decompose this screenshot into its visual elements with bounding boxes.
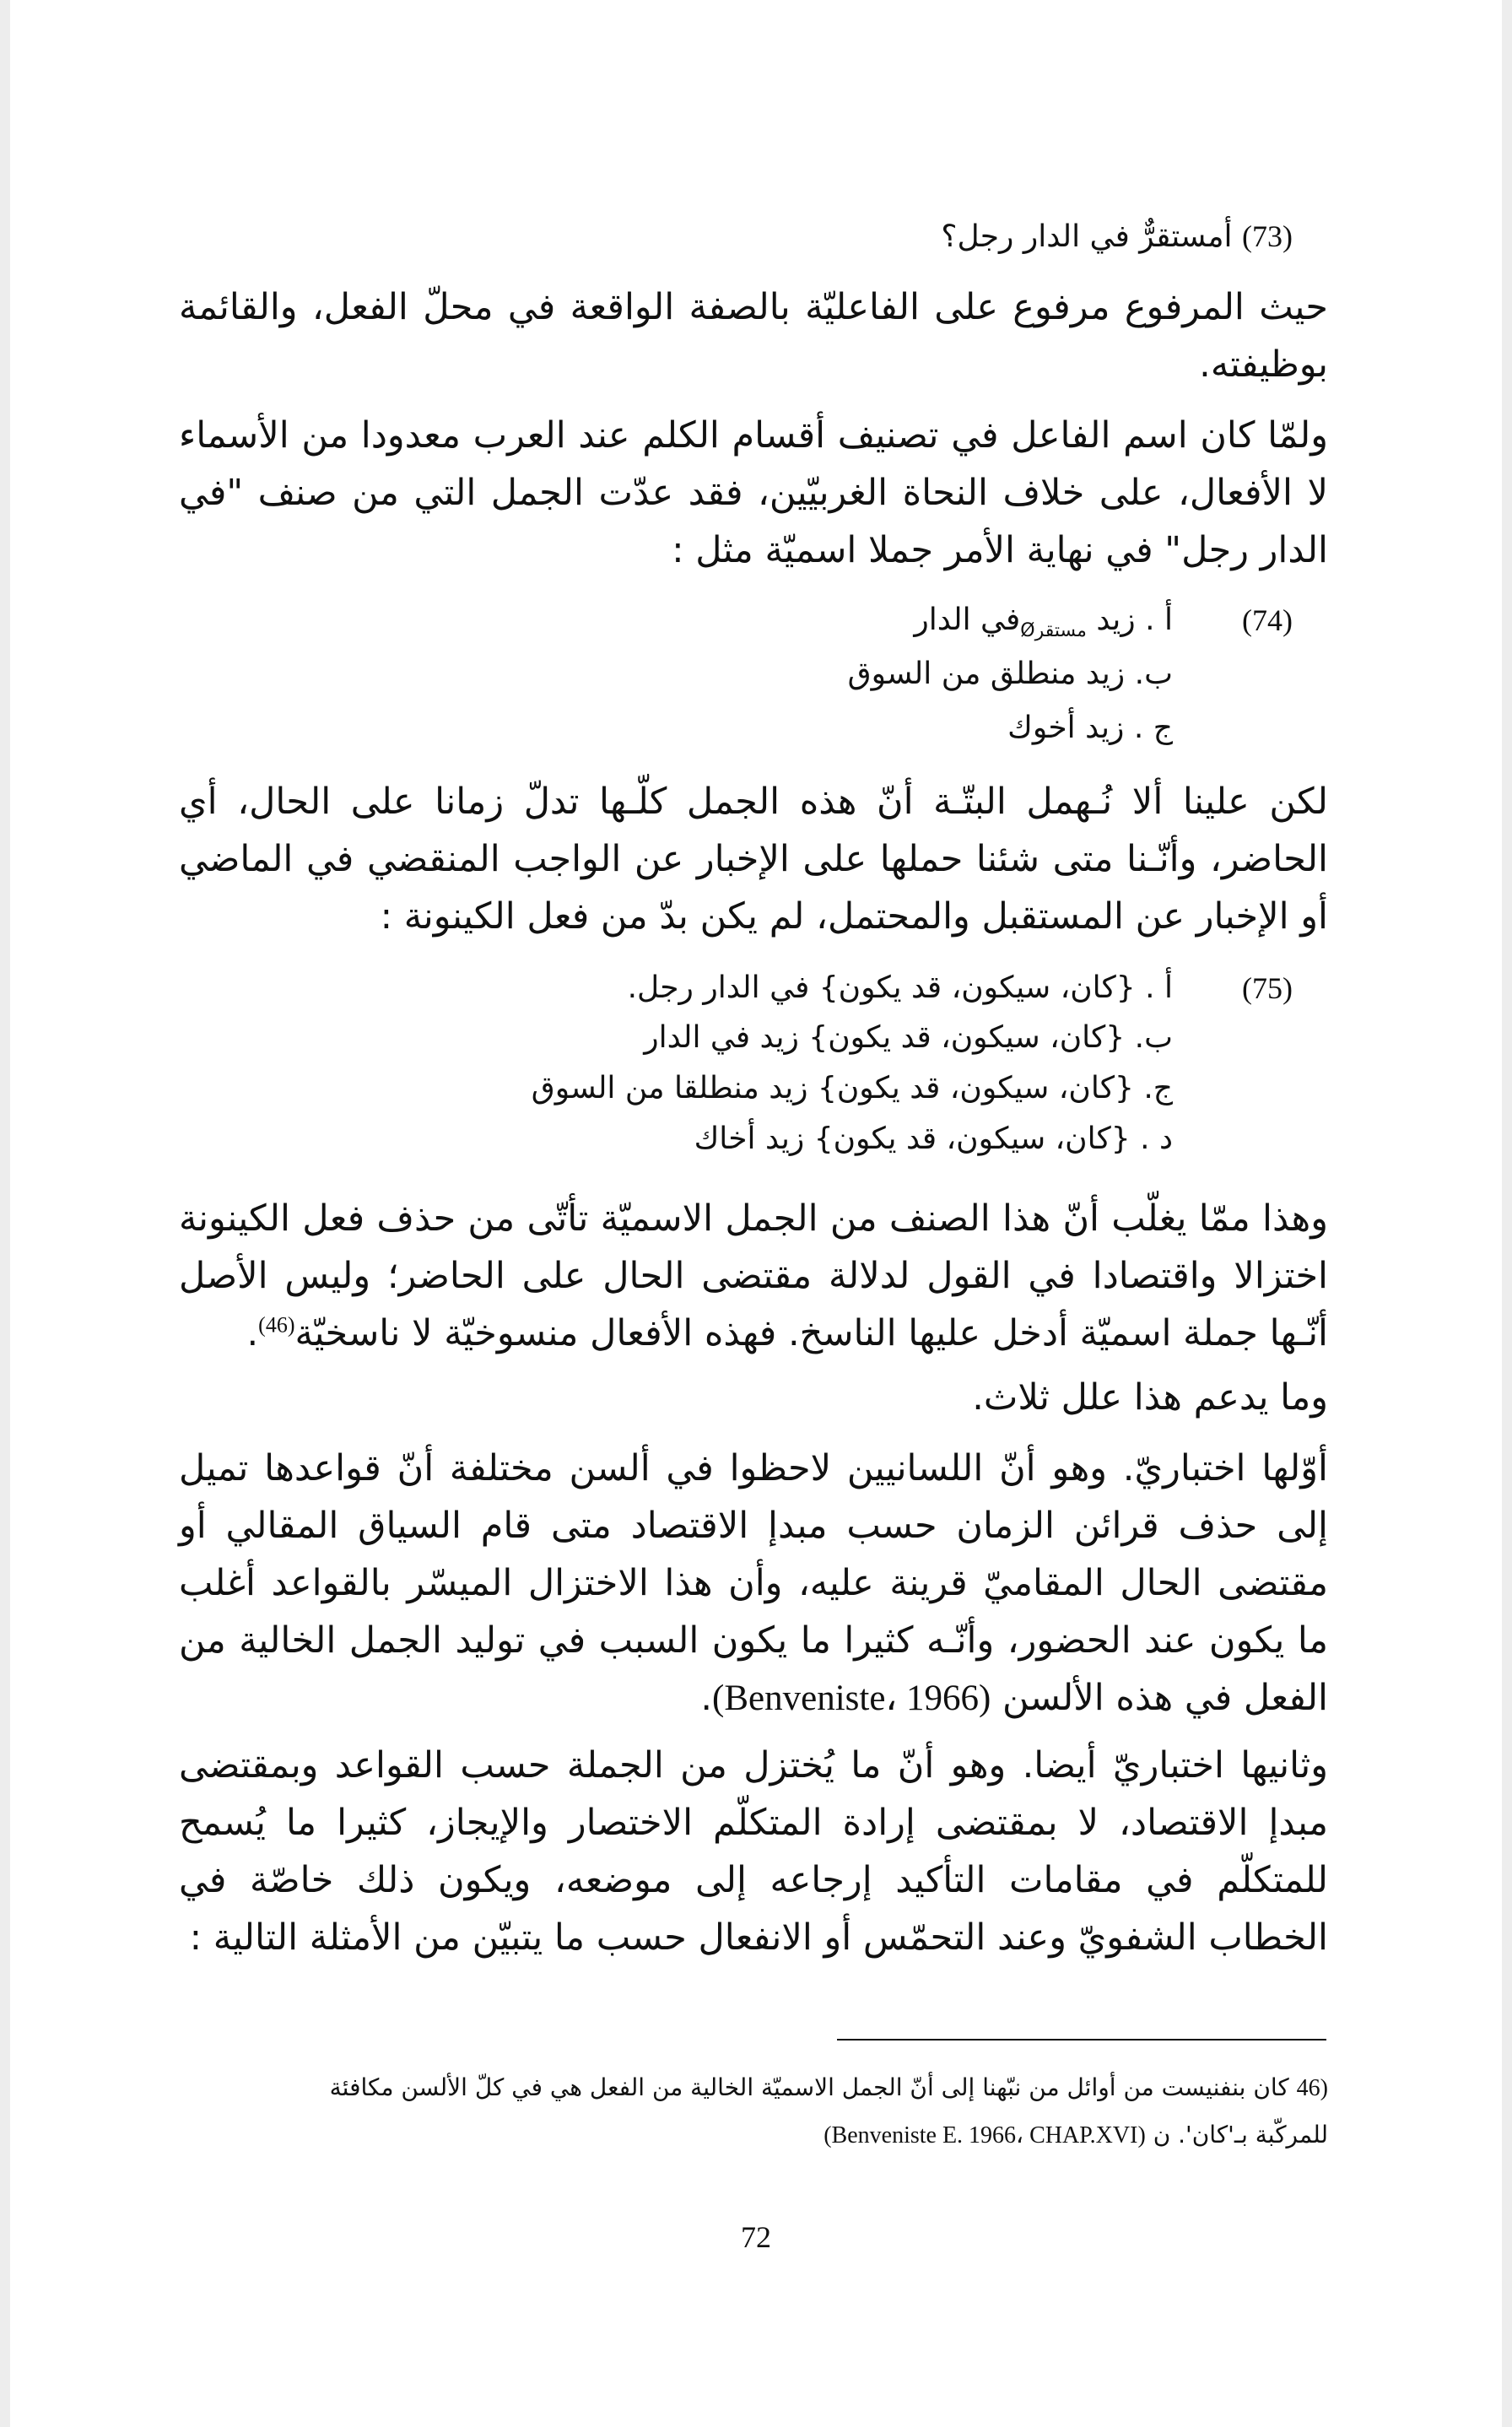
- example-number: (74): [1242, 603, 1293, 637]
- paragraph: لكن علينا ألا نُـهمل البتّـة أنّ هذه الجمل كلّـها تدلّ زمانا على الحال، أي الحاضر، وأنّـنا متى شئنا حملها على الإخبار عن الواجب المنقضي في الماضي أو الإخبار عن المستقبل والمحتمل، لم يكن بدّ من فعل الكينونة :: [179, 781, 1328, 938]
- item-text: {كان، سيكون، قد يكون} زيد أخاك: [694, 1122, 1131, 1156]
- paragraph: ولمّا كان اسم الفاعل في تصنيف أقسام الكلم عند العرب معدودا من الأسماء لا الأفعال، على خلاف النحاة الغربيّين، فقد عدّت الجمل التي من صنف "في الدار رجل" في نهاية الأمر جملا اسميّة مثل :: [179, 414, 1328, 571]
- document-page: [10, 0, 1502, 2427]
- item-text: زيد أخوك: [1007, 711, 1125, 745]
- paragraph: [179, 1440, 1328, 1727]
- example-item: [694, 1114, 1173, 1165]
- item-text: في الدار: [914, 603, 1021, 637]
- item-label: ج .: [1133, 711, 1173, 745]
- item-label: أ .: [1145, 970, 1173, 1005]
- item-text: {كان، سيكون، قد يكون} زيد منطلقا من السوق: [531, 1071, 1134, 1105]
- paragraph-end: .: [700, 1677, 713, 1719]
- paragraph-text: وهذا ممّا يغلّب أنّ هذا الصنف من الجمل الاسميّة تأتّى من حذف فعل الكينونة اختزالا واقتصادا في القول لدلالة مقتضى الحال على الحاضر؛ وليس الأصل أنّـها جملة اسميّة أدخل عليها الناسخ. فهذه الأفعال منسوخيّة لا ناسخيّة: [179, 1197, 1328, 1354]
- item-text: {كان، سيكون، قد يكون} في الدار رجل.: [627, 970, 1136, 1005]
- example-item: [914, 595, 1173, 646]
- footnote-text: كان بنفنيست من أوائل من نبّهنا إلى أنّ الجمل الاسميّة الخالية من الفعل هي في كلّ الألسن مكافئة: [329, 2073, 1289, 2101]
- item-label: ب.: [1134, 657, 1173, 691]
- footnote-ref[interactable]: (46): [258, 1312, 295, 1338]
- item-label: ب.: [1134, 1020, 1173, 1055]
- item-text: زيد منطلق من السوق: [847, 657, 1126, 691]
- paragraph: حيث المرفوع مرفوع على الفاعليّة بالصفة الواقعة في محلّ الفعل، والقائمة بوظيفته.: [179, 286, 1328, 386]
- paragraph: وثانيها اختباريّ أيضا. وهو أنّ ما يُختزل من الجملة حسب القواعد وبمقتضى مبدإ الاقتصاد، لا بمقتضى إرادة المتكلّم الاختصار والإيجاز، كثيرا ما يُسمح للمتكلّم في مقامات التأكيد إرجاعه إلى موضعه، ويكون ذلك خاصّة في الخطاب الشفويّ وعند التحمّس أو الانفعال حسب ما يتبيّن من الأمثلة التالية :: [179, 1744, 1328, 1959]
- paragraph: وما يدعم هذا علل ثلاث.: [972, 1376, 1328, 1419]
- example-number: (75): [1242, 971, 1293, 1005]
- item-label: أ .: [1145, 603, 1173, 637]
- example-number: (73): [1242, 219, 1293, 253]
- example-item: [532, 1063, 1173, 1114]
- footnote-text: للمركّبة بـ'كان'. ن: [1153, 2121, 1328, 2149]
- footnote-continuation: [179, 2111, 1328, 2159]
- paragraph-text: أوّلها اختباريّ. وهو أنّ اللسانيين لاحظوا في ألسن مختلفة أنّ قواعدها تميل إلى حذف قرائن الزمان حسب مبدإ الاقتصاد متى قام السياق المقالي أو مقتضى الحال المقاميّ قرينة عليه، وأن هذا الاختزال الميسّر بالقواعد أغلب ما يكون عند الحضور، وأنّـه كثيرا ما يكون السبب في توليد الجمل الخالية من الفعل في هذه الألسن: [179, 1447, 1328, 1719]
- example-item: [1007, 703, 1173, 754]
- item-text: زيد: [1086, 603, 1136, 637]
- footnote-citation: (Benveniste E. 1966، CHAP.XVI): [824, 2122, 1146, 2149]
- example-item: [628, 963, 1173, 1014]
- footnote: [179, 2064, 1328, 2112]
- example-item: [644, 1013, 1173, 1063]
- paragraph-end: .: [246, 1312, 259, 1354]
- footnote-divider: [837, 2039, 1326, 2041]
- citation: (Benveniste، 1966): [712, 1678, 991, 1718]
- page-number: 72: [741, 2220, 771, 2254]
- paragraph: [179, 1190, 1328, 1362]
- example-item: [848, 649, 1173, 700]
- item-label: ج.: [1143, 1071, 1173, 1105]
- item-subscript: مستقرØ: [1020, 620, 1087, 642]
- item-text: {كان، سيكون، قد يكون} زيد في الدار: [644, 1020, 1126, 1055]
- example-text: أمستقرٌّ في الدار رجل؟: [941, 219, 1233, 254]
- example-73: [941, 211, 1293, 262]
- footnote-number: 46): [1296, 2075, 1328, 2101]
- item-label: د .: [1140, 1122, 1173, 1156]
